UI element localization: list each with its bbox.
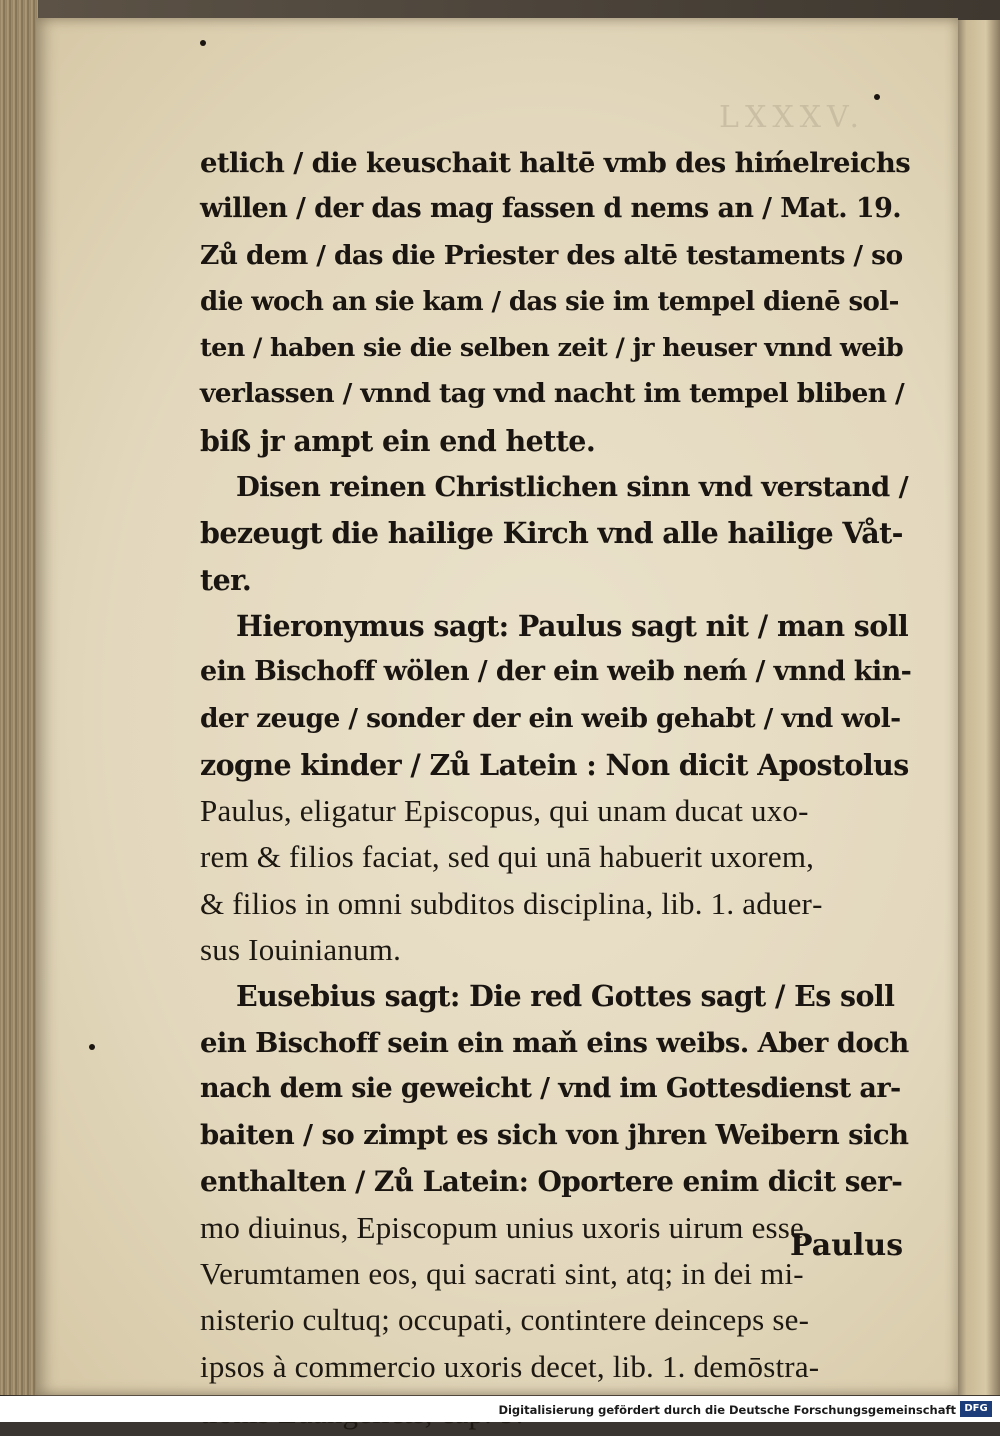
- ink-speck: [200, 40, 206, 46]
- text-line: Verumtamen eos, qui sacrati sint, atq; in dei mi‑: [200, 1256, 804, 1292]
- text-line: der zeuge / sonder der ein weib gehabt / vnd wol‑: [200, 702, 901, 734]
- text-line: die woch an sie kam / das sie im tempel dienē sol‑: [200, 286, 899, 317]
- text-line: nach dem sie geweicht / vnd im Gottesdienst ar‑: [200, 1072, 901, 1104]
- text-line: baiten / so zimpt es sich von jhren Weibern sich: [200, 1119, 909, 1152]
- dfg-logo: DFG: [960, 1401, 992, 1417]
- text-line: willen / der das mag fassen d nems an / Mat. 19.: [200, 193, 902, 225]
- text-line: biß jr ampt ein end hette.: [200, 423, 596, 458]
- footer-credit: Digitalisierung gefördert durch die Deutsche Forschungsgemeinschaft: [498, 1403, 956, 1417]
- text-line: sus Iouinianum.: [200, 932, 402, 968]
- text-line: Zů dem / das die Priester des altē testaments / so: [200, 239, 903, 271]
- text-line: bezeugt die hailige Kirch vnd alle hailige Våt‑: [200, 516, 903, 551]
- catchword: Paulus: [790, 1228, 904, 1263]
- book-fore-edge: [952, 20, 1000, 1395]
- ink-speck: [874, 94, 880, 100]
- text-line: ter.: [200, 562, 252, 597]
- text-line: mo diuinus, Episcopum unius uxoris uirum esse.: [200, 1209, 812, 1245]
- text-line: etlich / die keuschait haltē vmb des hiḿelreichs: [200, 147, 911, 179]
- text-line: rem & filios faciat, sed qui unā habuerit uxorem,: [200, 839, 815, 875]
- text-line: zogne kinder / Zů Latein : Non dicit Apostolus: [200, 747, 909, 782]
- text-line: enthalten / Zů Latein: Oportere enim dicit ser‑: [200, 1164, 903, 1198]
- text-line: ein Bischoff sein ein maň eins weibs. Aber doch: [200, 1026, 909, 1059]
- text-line: ipsos à commercio uxoris decet, lib. 1. demōstra‑: [200, 1348, 820, 1384]
- text-line: ten / haben sie die selben zeit / jr heuser vnnd weib: [200, 333, 904, 364]
- text-line: verlassen / vnnd tag vnd nacht im tempel bliben /: [200, 378, 905, 410]
- book-spine-edge: [0, 0, 38, 1395]
- running-head: LXXXV.: [719, 100, 865, 135]
- text-line: Disen reinen Christlichen sinn vnd verstand /: [236, 471, 909, 504]
- text-line: Eusebius sagt: Die red Gottes sagt / Es soll: [236, 979, 895, 1014]
- ink-speck: [89, 1044, 95, 1050]
- text-line: Paulus, eligatur Episcopus, qui unam ducat uxo‑: [200, 793, 809, 829]
- text-line: ein Bischoff wölen / der ein weib neḿ / vnnd kin‑: [200, 656, 912, 688]
- text-line: & filios in omni subditos disciplina, lib. 1. aduer‑: [200, 885, 823, 921]
- text-line: Hieronymus sagt: Paulus sagt nit / man soll: [236, 608, 909, 643]
- text-line: nisterio cultuq; occupati, contintere deinceps se‑: [200, 1302, 810, 1338]
